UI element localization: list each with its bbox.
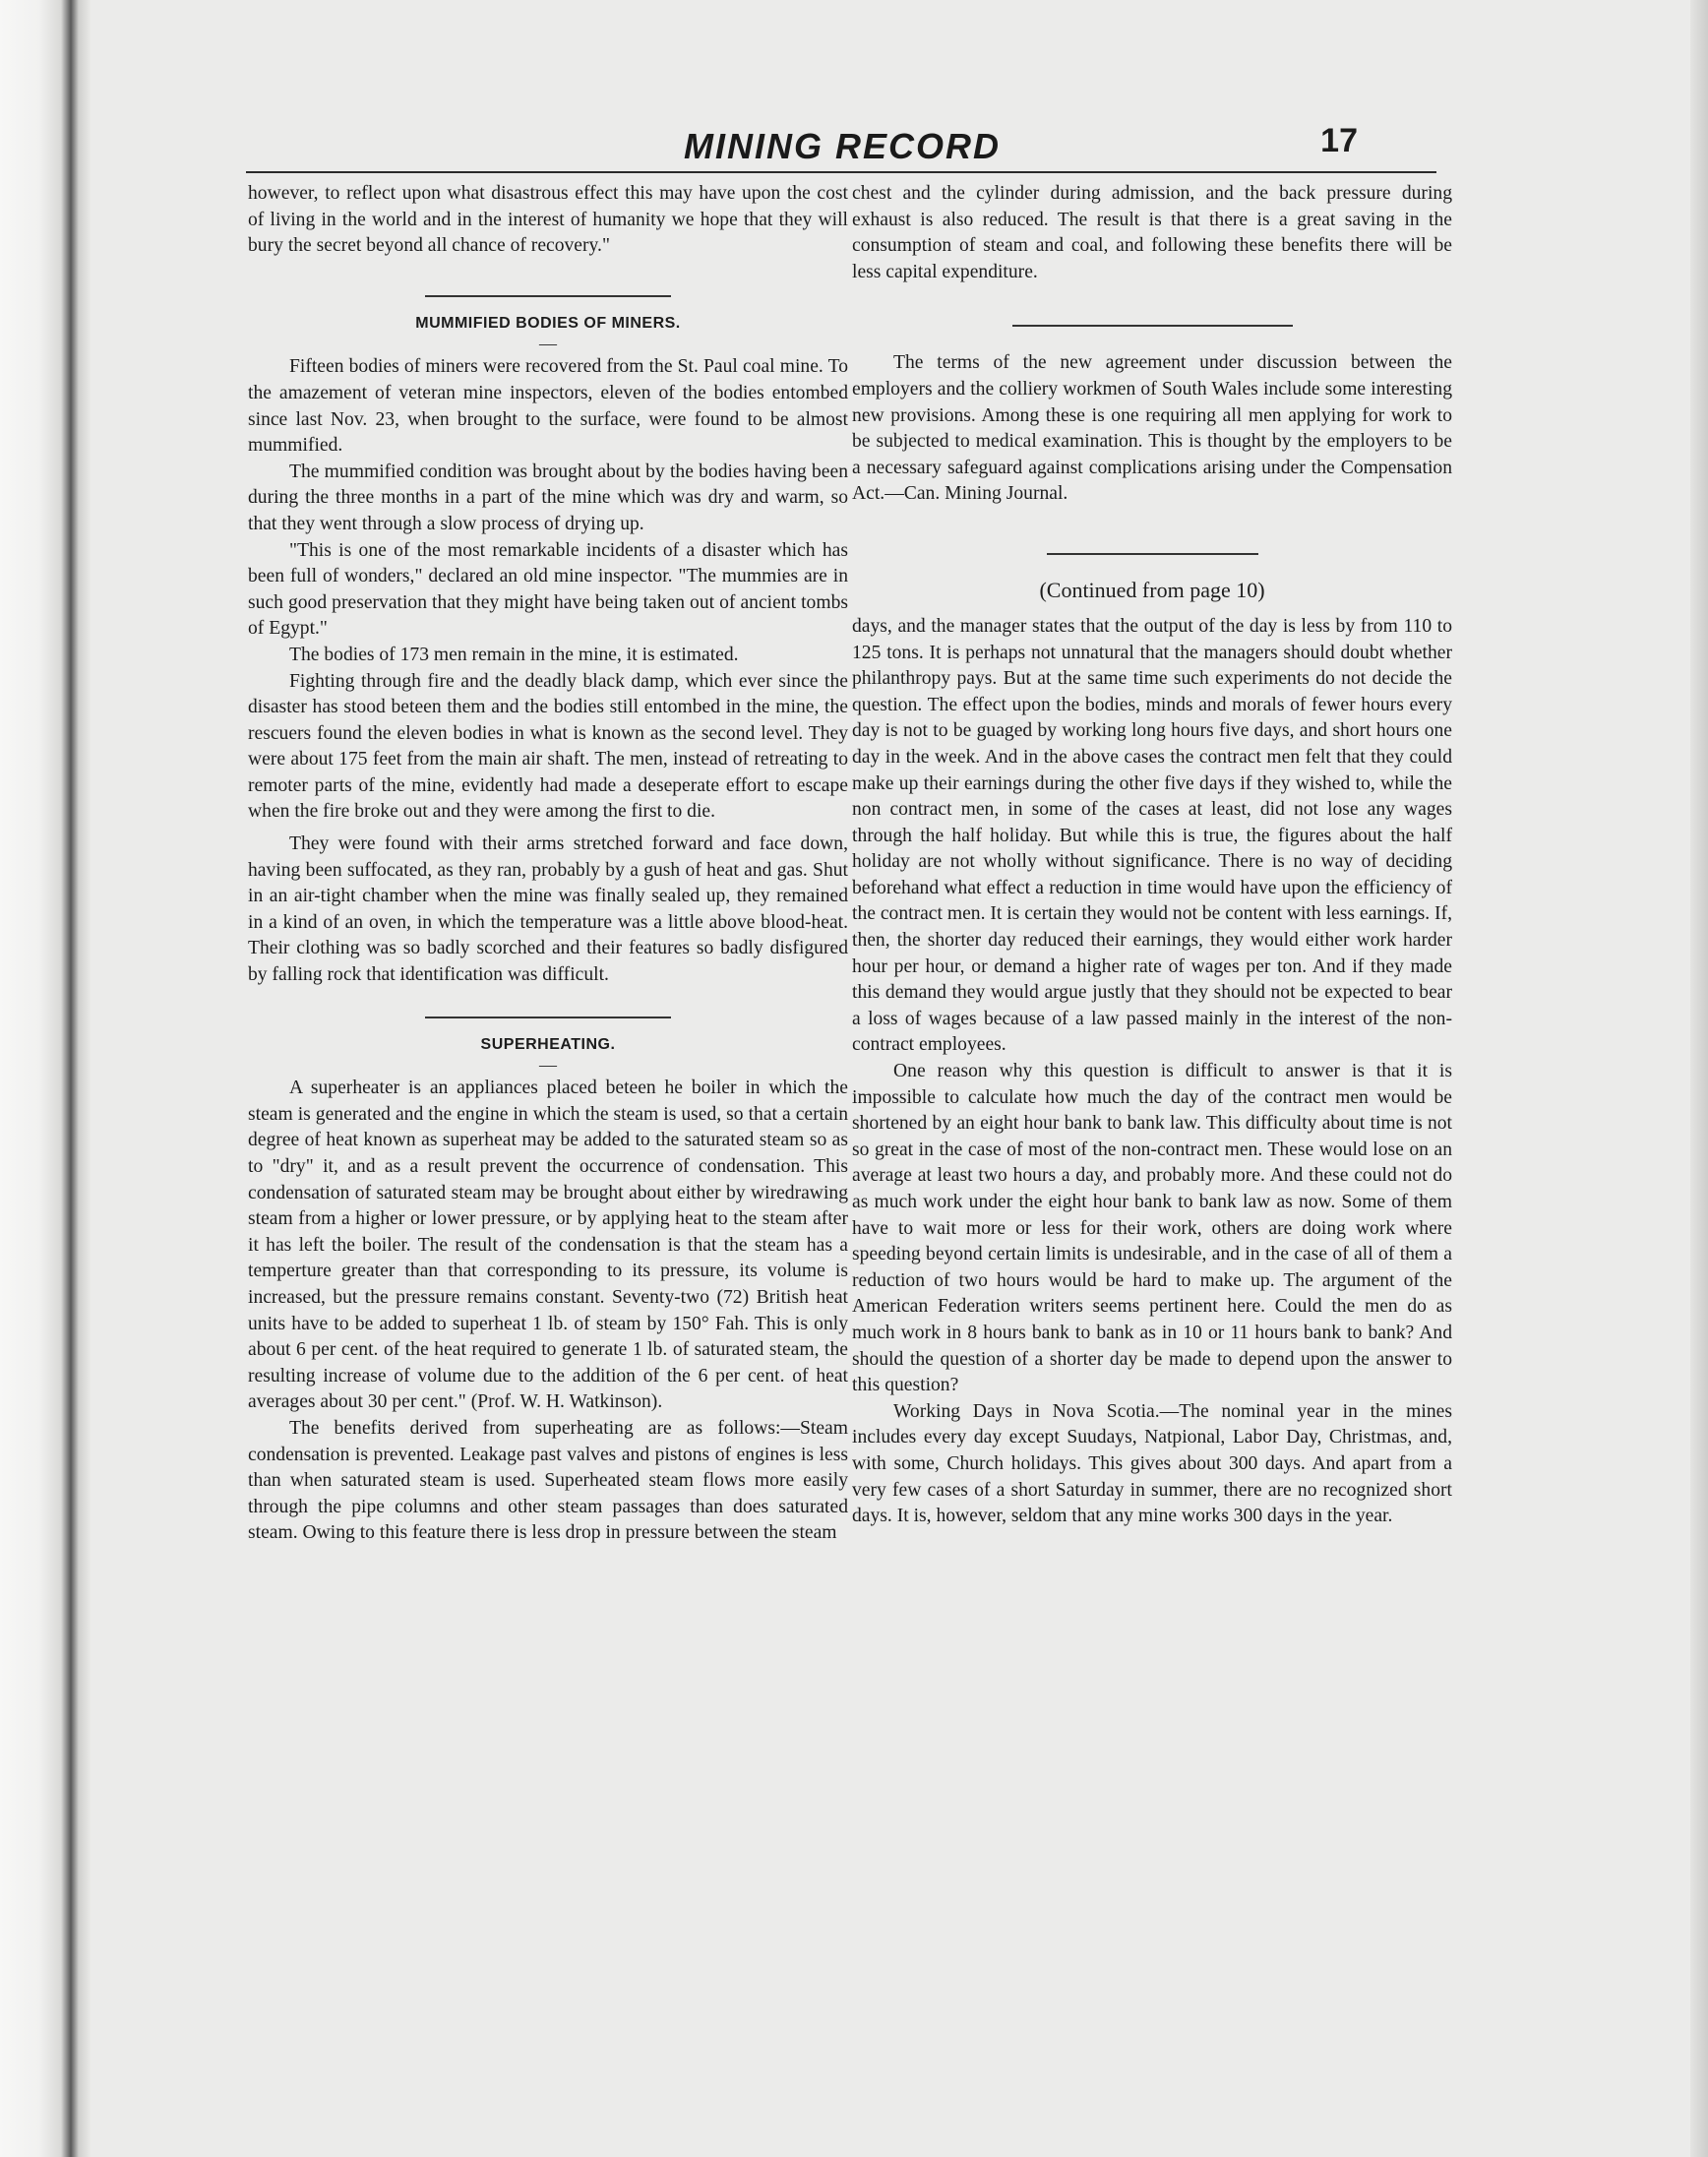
page-number: 17 — [1320, 122, 1358, 159]
article-paragraph: Fifteen bodies of miners were recovered from the St. Paul coal mine. To the amazement of veteran mine inspectors, eleven of the bodies entombed since last Nov. 23, when brought to the surface, were found to be almost mummified. — [248, 356, 848, 457]
article-paragraph: The benefits derived from superheating are as follows:—Steam condensation is prevented. Leakage past valves and pistons of engines is less than when saturated steam is used. Superheated steam flows more easily through the pipe columns and other steam passages than does saturated steam. Owing to this feature there is less drop in pressure between the steam — [248, 1417, 848, 1544]
article-paragraph: They were found with their arms stretched forward and face down, having been suffocated, as they ran, probably by a gush of heat and gas. Shut in an air-tight chamber when the mine was finally sealed up, they remained in a kind of an oven, in which the temperature was a little above blood-heat. Their clothing was so badly scorched and their features so badly disfigured by falling rock that identification was difficult. — [248, 833, 848, 986]
article-paragraph: One reason why this question is difficult to answer is that it is impossible to calculate how much the day of the contract men would be shortened by an eight hour bank to bank law. This difficulty about time is not so great in the case of most of the non-contract men. These would lose on an average at least two hours a day, and probably more. And these could not do as much work under the eight hour bank to bank law as now. Some of them have to wait more or less for their work, others are doing work where speeding beyond certain limits is undesirable, and in the case of all of them a reduction of two hours would be hard to make up. The argument of the American Federation writers seems pertinent here. Could the men do as much work in 8 hours bank to bank as in 10 or 11 hours bank to bank? And should the question of a shorter day be made to depend upon the answer to this question? — [852, 1061, 1452, 1396]
intro-paragraph: however, to reflect upon what disastrous effect this may have upon the cost of living in the world and in the interest of humanity we hope that they will bury the secret beyond all chance of recovery." — [248, 183, 848, 257]
continued-from-heading: (Continued from page 10) — [1039, 577, 1265, 602]
section-rule — [1047, 553, 1258, 555]
article-heading-superheating: SUPERHEATING. — [480, 1035, 616, 1053]
article-paragraph: "This is one of the most remarkable incidents of a disaster which has been full of wonders," declared an old mine inspector. "The mummies are in such good preservation that they might have being taken out of ancient tombs of Egypt." — [248, 539, 848, 640]
article-paragraph: The bodies of 173 men remain in the mine, it is estimated. — [289, 644, 739, 665]
book-binding-edge — [0, 0, 91, 2157]
page-header — [246, 122, 1436, 177]
section-rule — [425, 295, 671, 297]
article-paragraph: The terms of the new agreement under discussion between the employers and the colliery workmen of South Wales include some interesting new provisions. Among these is one requiring all men applying for work to be subjected to medical examination. This is thought by the employers to be a necessary safeguard against complications arising under the Compensation Act.—Can. Mining Journal. — [852, 352, 1452, 505]
header-rule — [246, 171, 1436, 173]
masthead-title: MINING RECORD — [684, 126, 1001, 166]
heading-dash: — — [539, 334, 557, 354]
article-paragraph: days, and the manager states that the output of the day is less by from 110 to 125 tons. It is perhaps not unnatural that the managers should doubt whether philanthropy pays. But at the same time such experiments do not decide the question. The effect upon the bodies, minds and morals of fewer hours every day is not to be guaged by working long hours five days, and short hours one day in the week. And in the above cases the contract men felt that they could make up their earnings during the other five days if they wished to, while the non contract men, in some of the cases at least, did not lose any wages through the half holiday. But while this is true, the figures about the half holiday are not wholly without significance. There is no way of deciding beforehand what effect a reduction in time would have upon the efficiency of the contract men. It is certain they would not be content with less earnings. If, then, the shorter day reduced their earnings, they would either work harder hour per hour, or demand a higher rate of wages per ton. And if they made this demand they would argue justly that they should not be expected to bear a loss of wages because of a law passed mainly in the interest of the non-contract employees. — [852, 615, 1452, 1056]
continuation-paragraph: chest and the cylinder during admission, and the back pressure during exhaust is also reduced. The result is that there is a great saving in the consumption of steam and coal, and following these benefits there will be less capital expenditure. — [852, 183, 1452, 282]
section-rule — [1012, 325, 1293, 327]
heading-dash: — — [539, 1055, 557, 1076]
page-right-edge — [1690, 0, 1708, 2157]
left-column — [248, 181, 848, 1547]
article-paragraph: The mummified condition was brought about by the bodies having been during the three months in a part of the mine which was dry and warm, so that they went through a slow process of drying up. — [248, 461, 848, 534]
article-paragraph: Working Days in Nova Scotia.—The nominal year in the mines includes every day except Suudays, Natpional, Labor Day, Christmas, and, with some, Church holidays. This gives about 300 days. And apart from a very few cases of a short Saturday in summer, there are no recognized short days. It is, however, seldom that any mine works 300 days in the year. — [852, 1400, 1452, 1527]
article-paragraph: Fighting through fire and the deadly black damp, which ever since the disaster has stood beteen them and the bodies still entombed in the mine, the rescuers found the eleven bodies in what is known as the second level. They were about 175 feet from the main air shaft. The men, instead of retreating to remoter parts of the mine, evidently had made a deseperate effort to escape when the fire broke out and they were among the first to die. — [248, 670, 848, 823]
article-paragraph: A superheater is an appliances placed beteen he boiler in which the steam is generated and the engine in which the steam is used, so that a certain degree of heat known as superheat may be added to the saturated steam so as to "dry" it, and as a result prevent the occurrence of condensation. This condensation of saturated steam may be brought about either by wiredrawing steam from a higher or lower pressure, or by applying heat to the steam after it has left the boiler. The result of the condensation is that the steam has a temperture greater than that corresponding to its pressure, its volume is increased, but the pressure remains constant. Seventy-two (72) British heat units have to be added to superheat 1 lb. of steam by 150° Fah. This is only about 6 per cent. of the heat required to generate 1 lb. of saturated steam, the resulting increase of volume due to the addition of the 6 per cent. of heat averages about 30 per cent." (Prof. W. H. Watkinson). — [248, 1078, 848, 1413]
section-rule — [425, 1017, 671, 1018]
article-heading-mummified: MUMMIFIED BODIES OF MINERS. — [415, 314, 681, 332]
right-column — [852, 181, 1452, 1530]
